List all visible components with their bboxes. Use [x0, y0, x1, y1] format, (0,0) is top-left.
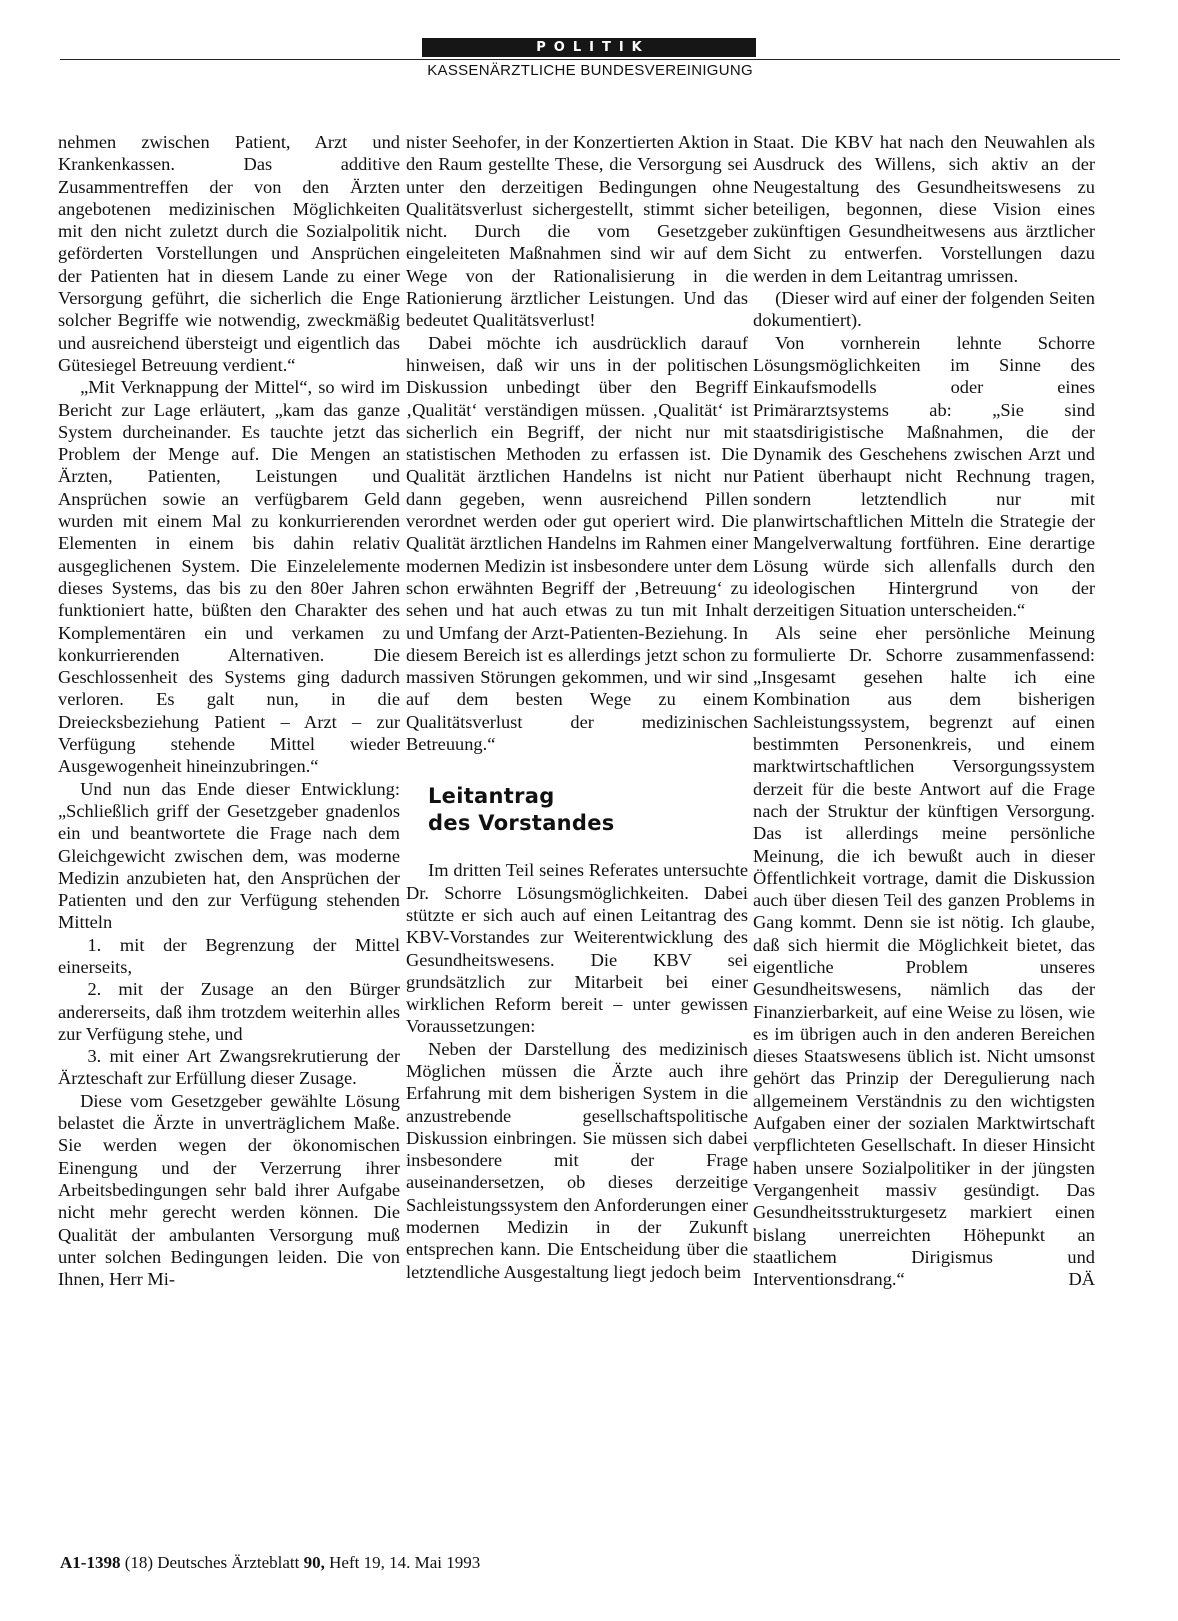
section-kicker: KASSENÄRZTLICHE BUNDESVEREINIGUNG [427, 62, 753, 79]
paragraph: Dabei möchte ich ausdrücklich darauf hinweisen, daß wir uns in der politischen Diskussion unbedingt über den Begriff ‚Qualität‘ verständigen müssen. ‚Qualität‘ ist sicherlich ein Begriff, der nicht nur mit statistischen Methoden zu erfassen ist. Die Qualität ärztlichen Handelns ist nicht nur dann gegeben, wenn ausreichend Pillen verordnet werden oder gut operiert wird. Die Qualität ärztlichen Handelns im Rahmen einer modernen Medizin ist insbesondere unter dem schon erwähnten Begriff der ‚Betreuung‘ zu sehen und hat auch etwas zu tun mit Inhalt und Umfang der Arzt-Patienten-Beziehung. In diesem Bereich ist es allerdings jetzt schon zu massiven Störungen gekommen, und wir sind auf dem besten Wege zu einem Qualitätsverlust der medizinischen Betreuung.“ [406, 332, 748, 755]
journal-volume: 90, [303, 1553, 325, 1572]
paragraph: (Dieser wird auf einer der folgenden Seiten dokumentiert). [753, 288, 1095, 331]
paragraph: nehmen zwischen Patient, Arzt und Krankenkassen. Das additive Zusammentreffen der von den Ärzten angebotenen medizinischen Möglichkeiten mit den nicht zuletzt durch die Sozialpolitik geförderten Vorstellungen und Ansprüchen der Patienten hat in diesem Lande zu einer Versorgung geführt, die sicherlich die Enge solcher Begriffe wie notwendig, zweckmäßig und ausreichend übersteigt und eigentlich das Gütesiegel Betreuung verdient.“ [58, 132, 400, 375]
journal-name: Deutsches Ärzteblatt [157, 1553, 300, 1572]
page-footer [60, 1553, 480, 1573]
page-code: A1-1398 [60, 1553, 121, 1572]
paragraph: Im dritten Teil seines Referates untersuchte Dr. Schorre Lösungsmöglichkeiten. Dabei stützte er sich auch auf einen Leitantrag des KBV-Vorstandes zur Weiterentwicklung des Gesundheitswesens. Die KBV sei grundsätzlich zur Mitarbeit bei einer wirklichen Reform bereit – unter gewissen Voraussetzungen: [406, 860, 748, 1037]
paragraph: Diese vom Gesetzgeber gewählte Lösung belastet die Ärzte in unverträglichem Maße. Sie werden wegen der ökonomischen Einengung und der Verzerrung ihrer Arbeitsbedingungen sehr bald ihrer Aufgabe nicht mehr gerecht werden können. Die Qualität der ambulanten Versorgung muß unter solchen Bedingungen leiden. Die von Ihnen, Herr Mi- [58, 1090, 400, 1290]
paragraph [753, 622, 1095, 1291]
column-3 [753, 131, 1095, 1290]
list-item: 2. mit der Zusage an den Bürger andererseits, daß ihm trotzdem weiterhin alles zur Verfügung stehe, und [58, 979, 400, 1044]
column-2 [406, 131, 748, 1283]
header-rule [60, 59, 1120, 60]
paragraph-text: Als seine eher persönliche Meinung formulierte Dr. Schorre zusammenfassend: „Insgesamt gesehen halte ich eine Kombination aus dem bisherigen Sachleistungssystem, begrenzt auf einen bestimmten Personenkreis, und einem marktwirtschaftlichen Versorgungssystem derzeit für die beste Antwort auf die Frage nach der Struktur der künftigen Versorgung. Das ist allerdings meine persönliche Meinung, die ich bewußt auch in dieser Öffentlichkeit vortrage, damit die Diskussion auch über diesen Teil des ganzen Problems in Gang kommt. Denn sie ist nötig. Ich glaube, daß sich hiermit die Möglichkeit bietet, das eigentliche Problem unseres Gesundheitswesens, nämlich das der Finanzierbarkeit, auf eine Weise zu lösen, wie es im übrigen auch in den anderen Bereichen dieses Staatswesens üblich ist. Nicht umsonst gehört das Prinzip der Deregulierung nach allgemeinem Verständnis zu den wichtigsten Aufgaben einer der sozialen Marktwirtschaft verpflichteten Gesellschaft. In dieser Hinsicht haben unsere Sozialpolitiker in der jüngsten Vergangenheit massiv gesündigt. Das Gesundheitsstrukturgesetz markiert einen bislang unerreichten Höhepunkt an staatlichem Dirigismus und Interventionsdrang.“ [753, 622, 1095, 1290]
list-item: 3. mit einer Art Zwangsrekrutierung der Ärzteschaft zur Erfüllung dieser Zusage. [58, 1046, 400, 1089]
column-1 [58, 131, 400, 1290]
subheading-line: des Vorstandes [428, 811, 615, 836]
section-tag: POLITIK [422, 38, 756, 57]
page-number: (18) [124, 1553, 154, 1572]
subheading-line: Leitantrag [428, 784, 555, 809]
list-item: 1. mit der Begrenzung der Mittel einerseits, [58, 934, 400, 977]
paragraph: „Mit Verknappung der Mittel“, so wird im Bericht zur Lage erläutert, „kam das ganze System durcheinander. Es tauchte jetzt das Problem der Menge auf. Die Mengen an Ärzten, Patienten, Leistungen und Ansprüchen sowie an verfügbarem Geld wurden mit einem Mal zu konkurrierenden Elementen in einem bis dahin relativ ausgeglichenen System. Die Einzelelemente dieses Systems, das bis zu den 80er Jahren funktioniert hatte, büßten den Charakter des Komplementären ein und verkamen zu konkurrierenden Alternativen. Die Geschlossenheit des Systems ging dadurch verloren. Es galt nun, in die Dreiecksbeziehung Patient – Arzt – zur Verfügung stehende Mittel wieder Ausgewogenheit hineinzubringen.“ [58, 377, 400, 777]
paragraph: nister Seehofer, in der Konzertierten Aktion in den Raum gestellte These, die Versorgung sei unter den derzeitigen Bedingungen ohne Qualitätsverlust sichergestellt, stimmt sicher nicht. Durch die vom Gesetzgeber eingeleiteten Maßnahmen sind wir auf dem Wege von der Rationalisierung in die Rationierung ärztlicher Leistungen. Und das bedeutet Qualitätsverlust! [406, 132, 748, 331]
paragraph: Neben der Darstellung des medizinisch Möglichen müssen die Ärzte auch ihre Erfahrung mit dem bisherigen System in die anzustrebende gesellschaftspolitische Diskussion einbringen. Sie müssen sich dabei insbesondere mit der Frage auseinandersetzen, ob dieses derzeitige Sachleistungssystem den Anforderungen einer modernen Medizin in der Zukunft entsprechen kann. Die Entscheidung über die letztendliche Ausgestaltung liegt jedoch beim [406, 1038, 748, 1282]
paragraph: Und nun das Ende dieser Entwicklung: „Schließlich griff der Gesetzgeber gnadenlos ein und beantwortete die Frage nach dem Gleichgewicht zwischen dem, was moderne Medizin anzubieten hat, den Ansprüchen der Patienten und den zur Verfügung stehenden Mitteln [58, 778, 400, 933]
subheading [428, 783, 748, 837]
author-signature: DÄ [1068, 1269, 1095, 1290]
paragraph: Staat. Die KBV hat nach den Neuwahlen als Ausdruck des Willens, sich aktiv an der Neugestaltung des Gesundheitswesens zu beteiligen, begonnen, diese Vision eines zukünftigen Gesundheitwesens aus ärztlicher Sicht zu entwerfen. Vorstellungen dazu werden in dem Leitantrag umrissen. [753, 132, 1095, 286]
paragraph: Von vornherein lehnte Schorre Lösungsmöglichkeiten im Sinne des Einkaufsmodells oder eines Primärarztsystems ab: „Sie sind staatsdirigistische Maßnahmen, die der Dynamik des Geschehens zwischen Arzt und Patient überhaupt nicht Rechnung tragen, sondern letztendlich nur mit planwirtschaftlichen Mitteln die Strategie der Mangelverwaltung fortführen. Eine derartige Lösung würde sich allenfalls durch den ideologischen Hintergrund von der derzeitigen Situation unterscheiden.“ [753, 332, 1095, 621]
journal-issue: Heft 19, 14. Mai 1993 [329, 1553, 481, 1572]
